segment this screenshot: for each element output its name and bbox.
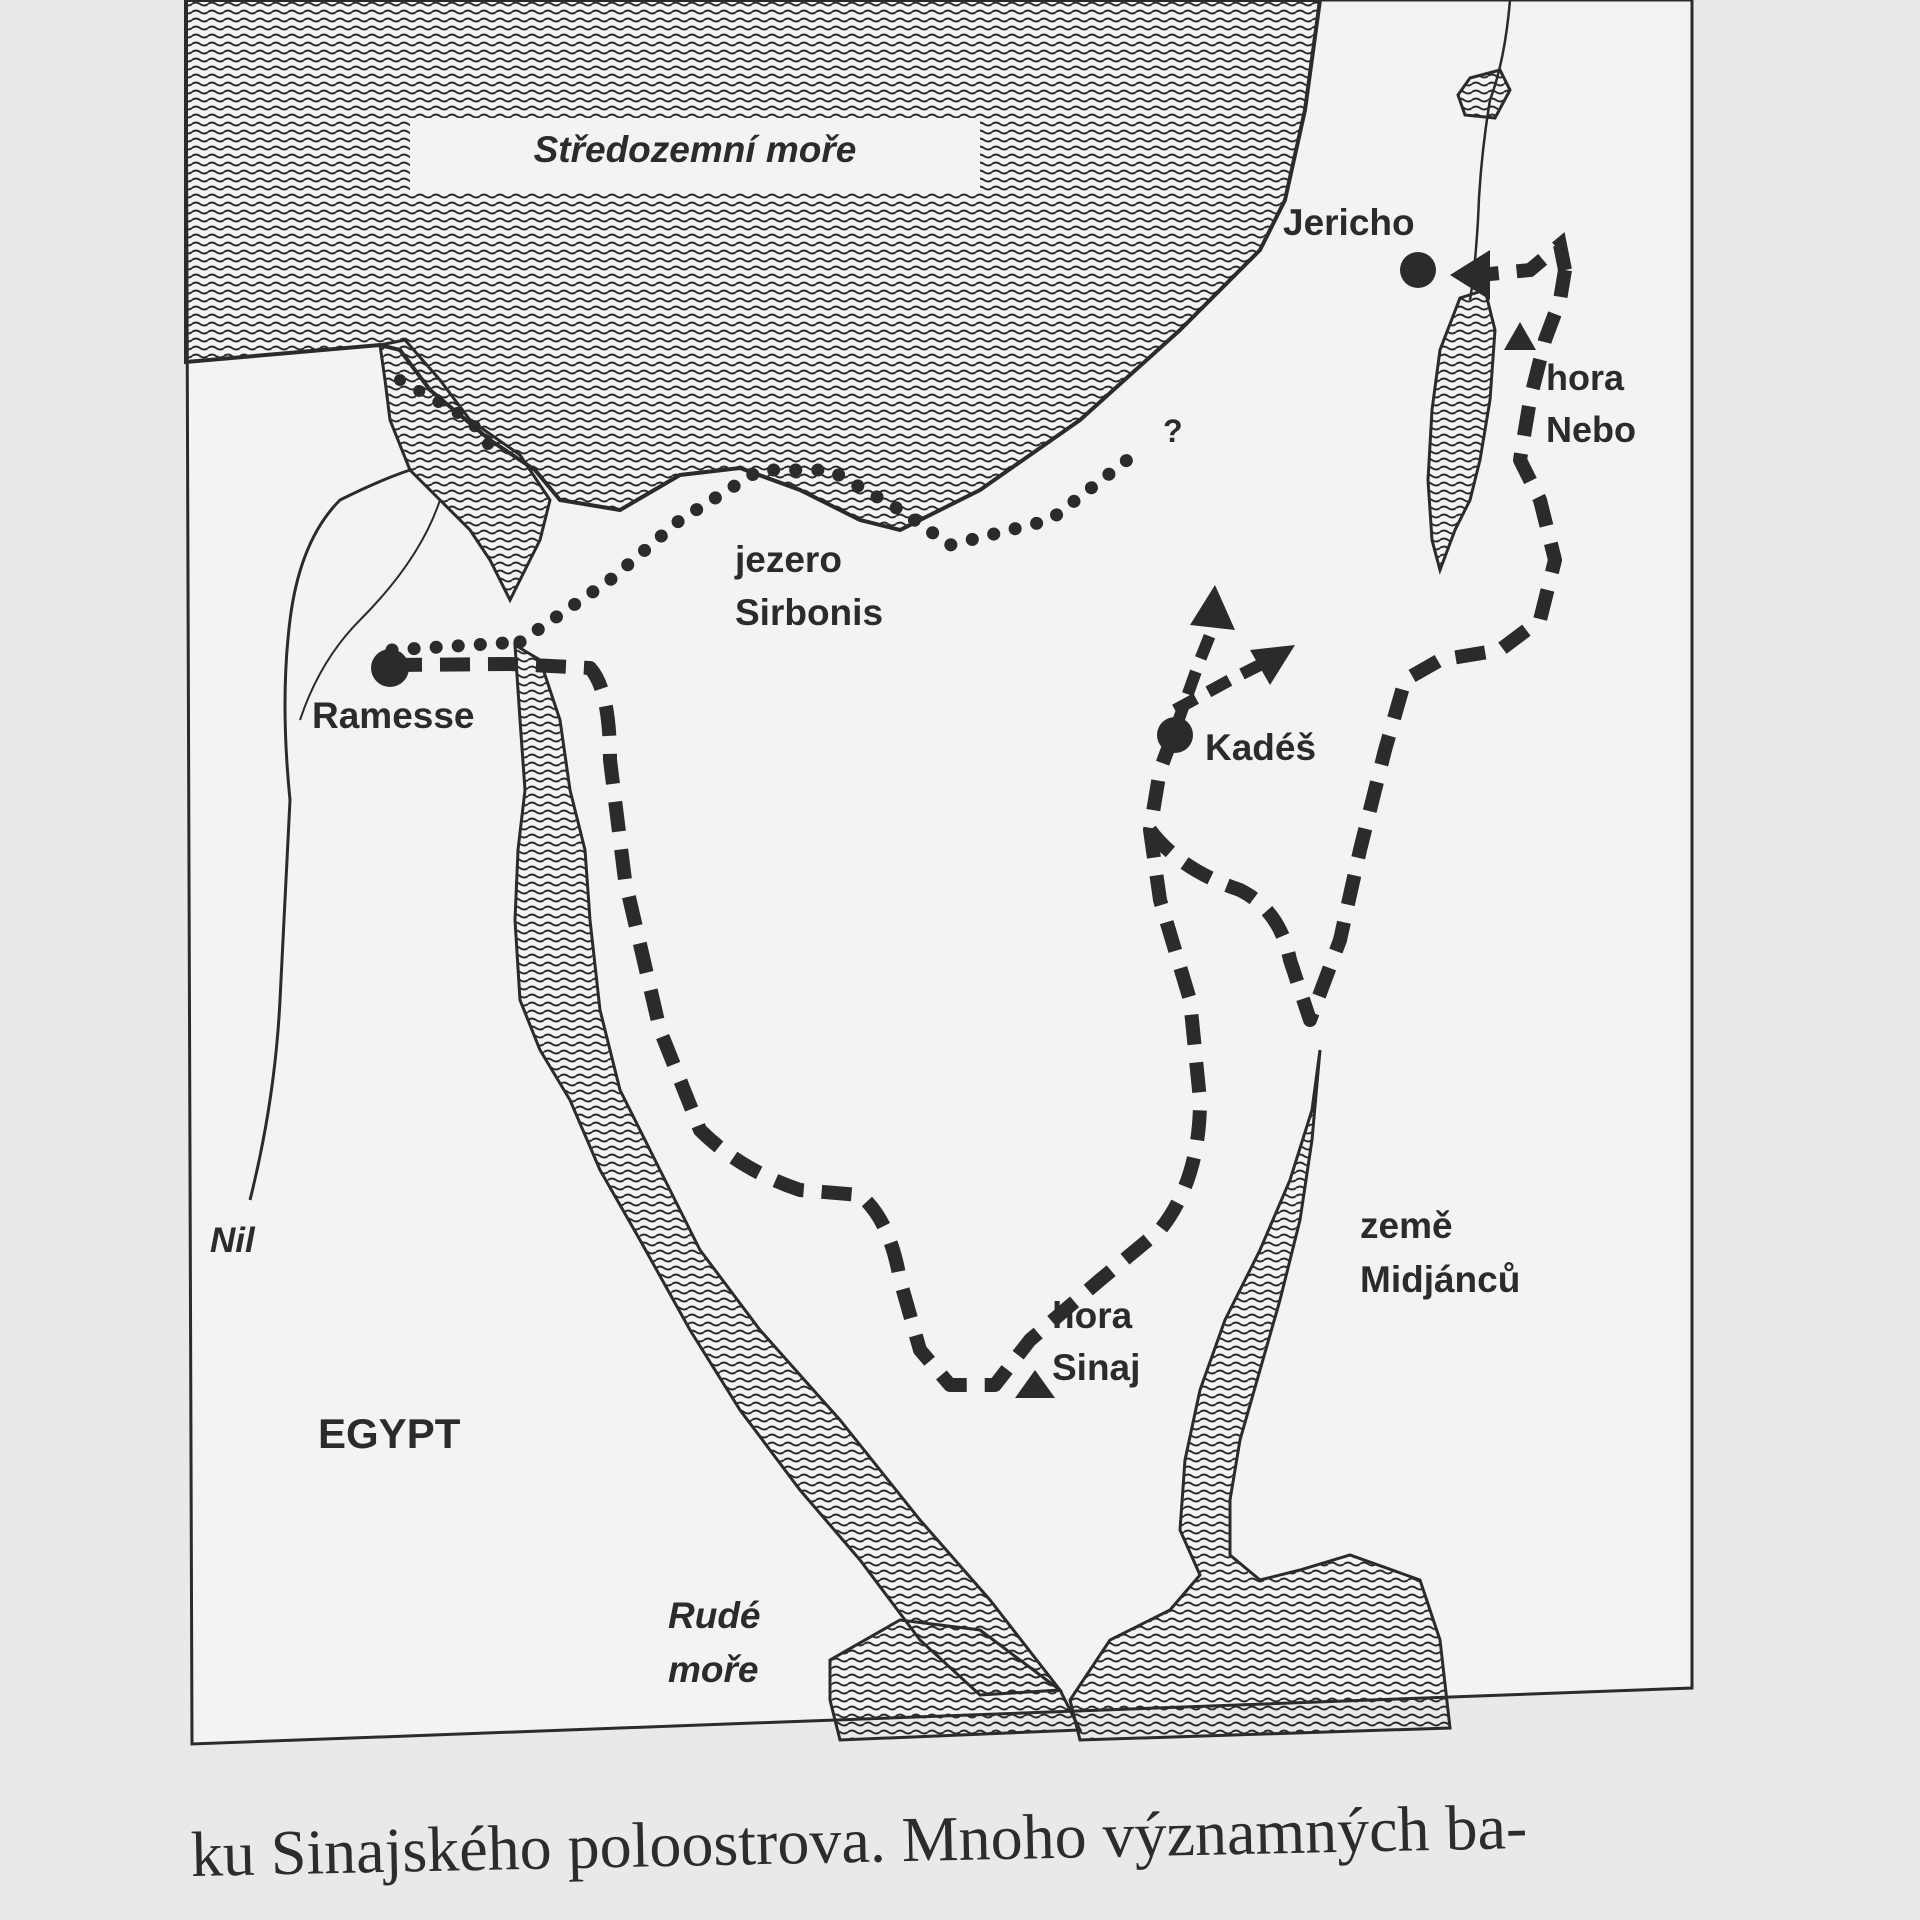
nebo-label-line2: Nebo xyxy=(1546,409,1636,450)
midian-label-line2: Midjánců xyxy=(1360,1259,1521,1300)
sinai-label-line2: Sinaj xyxy=(1052,1347,1141,1388)
lake-label-line1: jezero xyxy=(735,539,842,580)
nebo-label-line1: hora xyxy=(1546,357,1625,398)
body-text-line: ku Sinajského poloostrova. Mnoho významných ba- xyxy=(190,1791,1528,1890)
midian-label-line1: země xyxy=(1360,1205,1453,1246)
kades-marker xyxy=(1157,717,1193,753)
jericho-marker xyxy=(1400,252,1436,288)
lake-label-line2: Sirbonis xyxy=(735,592,884,633)
mediterranean-label: Středozemní moře xyxy=(533,129,857,170)
unknown-route-marker: ? xyxy=(1163,413,1183,449)
ramesse-marker xyxy=(371,649,409,687)
egypt-label: EGYPT xyxy=(318,1410,461,1457)
red-sea-label-line1: Rudé xyxy=(668,1595,761,1636)
jericho-label: Jericho xyxy=(1283,202,1415,243)
ramesse-label: Ramesse xyxy=(312,695,475,736)
nile-label: Nil xyxy=(210,1221,255,1260)
kades-label: Kadéš xyxy=(1205,727,1317,768)
red-sea-label-line2: moře xyxy=(668,1649,759,1690)
sinai-label-line1: hora xyxy=(1052,1295,1133,1336)
